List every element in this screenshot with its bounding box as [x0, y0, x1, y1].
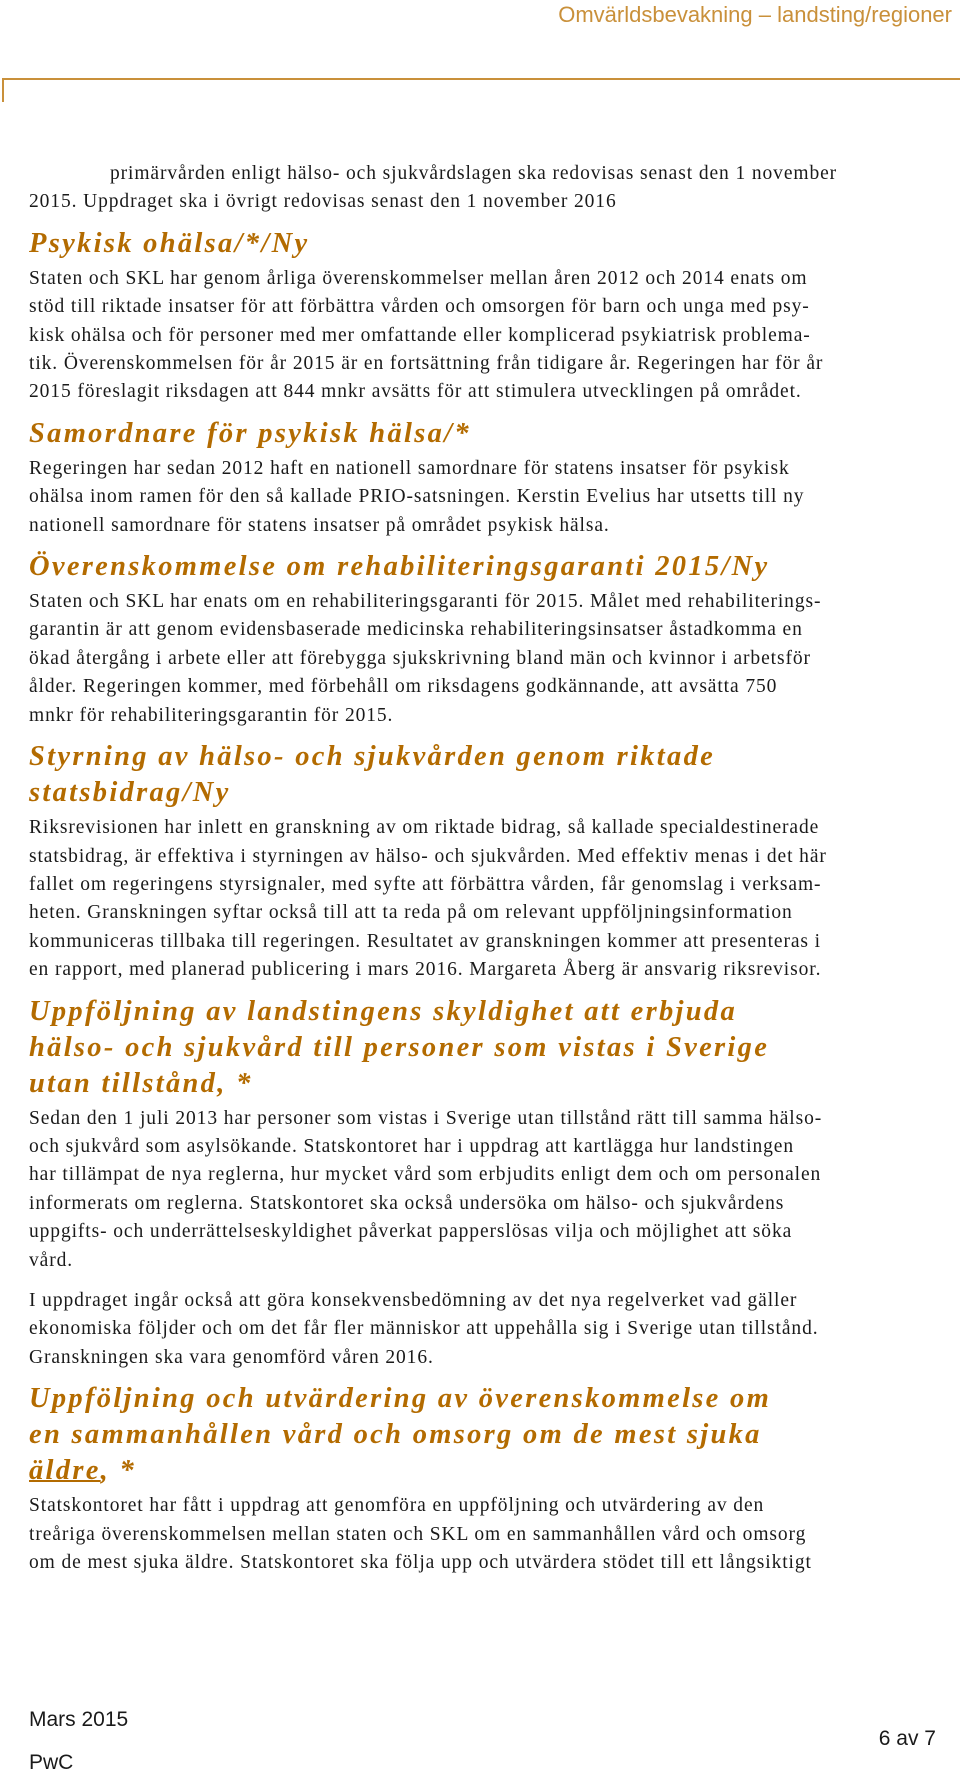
body-text-line: statsbidrag, är effektiva i styrningen av hälso- och sjukvården. Med effektiv menas i det här [29, 845, 827, 867]
section-heading: Samordnare för psykisk hälsa/* [29, 417, 471, 449]
body-text-line: har tillämpat de nya reglerna, hur mycket vård som erbjudits enligt dem och om personalen [29, 1164, 822, 1186]
heading-suffix: , * [100, 1455, 137, 1487]
body-text-line: 2015 föreslagit riksdagen att 844 mnkr avsätts för att stimulera utvecklingen på området. [29, 381, 802, 403]
section-heading: Styrning av hälso- och sjukvården genom riktade [29, 741, 716, 773]
section-heading: Uppföljning och utvärdering av överenskommelse om [29, 1383, 772, 1415]
running-header: Omvärldsbevakning – landsting/regioner [558, 2, 952, 27]
body-text-line: stöd till riktade insatser för att förbättra vården och omsorgen för barn och unga med psy- [29, 296, 810, 318]
section-heading: utan tillstånd, * [29, 1067, 253, 1099]
intro-line-2: 2015. Uppdraget ska i övrigt redovisas senast den 1 november 2016 [29, 191, 617, 213]
body-text-line: Staten och SKL har genom årliga överenskommelser mellan åren 2012 och 2014 enats om [29, 267, 808, 289]
body-text-line: om de mest sjuka äldre. Statskontoret ska följa upp och utvärdera stödet till ett långsiktigt [29, 1552, 812, 1573]
body-text-line: ekonomiska följder och om det får fler människor att uppehålla sig i Sverige utan tillstånd. [29, 1318, 819, 1340]
footer-date: Mars 2015 [29, 1708, 129, 1731]
body-text-line: heten. Granskningen syftar också till att ta reda på om relevant uppföljningsinformation [29, 902, 793, 924]
header-rule-vertical [2, 78, 4, 102]
header-rule-horizontal [2, 78, 960, 80]
body-text-line: ålder. Regeringen kommer, med förbehåll om riksdagens godkännande, att avsätta 750 [29, 676, 778, 698]
body-text-line: I uppdraget ingår också att göra konsekvensbedömning av det nya regelverket vad gäller [29, 1289, 798, 1311]
body-text-line: och sjukvård som asylsökande. Statskontoret har i uppdrag att kartlägga hur landstingen [29, 1135, 794, 1157]
body-text-line: mnkr för rehabiliteringsgarantin för 2015. [29, 704, 394, 726]
header-rule [0, 78, 960, 102]
body-text-line: Riksrevisionen har inlett en granskning av om riktade bidrag, så kallade specialdestinerade [29, 817, 820, 839]
body-text-line: ökad återgång i arbete eller att förebygga sjukskrivning bland män och kvinnor i arbetsför [29, 647, 811, 669]
body-text-line: en rapport, med planerad publicering i mars 2016. Margareta Åberg är ansvarig riksrevisor. [29, 959, 822, 981]
section-heading: Psykisk ohälsa/*/Ny [29, 227, 310, 259]
body-text-line: fallet om regeringens styrsignaler, med syfte att förbättra vården, får genomslag i verksam- [29, 873, 822, 895]
body-text-line: Staten och SKL har enats om en rehabiliteringsgaranti för 2015. Målet med rehabiliterings- [29, 591, 822, 613]
body-text-line: Granskningen ska vara genomförd våren 2016. [29, 1346, 434, 1368]
body-text-line: kisk ohälsa och för personer med mer omfattande eller komplicerad psykiatrisk problema- [29, 324, 811, 346]
section-heading: statsbidrag/Ny [29, 777, 231, 809]
body-text-line: treåriga överenskommelsen mellan staten och SKL om en sammanhållen vård och omsorg [29, 1523, 807, 1545]
body-text-line: informerats om reglerna. Statskontoret ska också undersöka om hälso- och sjukvårdens [29, 1192, 785, 1214]
footer-company: PwC [29, 1751, 74, 1774]
body-text-line: tik. Överenskommelsen för år 2015 är en fortsättning från tidigare år. Regeringen har för år [29, 353, 824, 375]
body-text-line: ohälsa inom ramen för den så kallade PRIO-satsningen. Kerstin Evelius har utsetts till ny [29, 486, 805, 508]
body-text-line: Regeringen har sedan 2012 haft en nationell samordnare för statens insatser för psykisk [29, 457, 790, 479]
body-text-line: Sedan den 1 juli 2013 har personer som vistas i Sverige utan tillstånd rätt till samma hälso- [29, 1107, 823, 1129]
document-body [29, 160, 949, 1577]
footer-page-number: 6 av 7 [878, 1727, 936, 1750]
section-heading: hälso- och sjukvård till personer som vistas i Sverige [29, 1031, 770, 1063]
heading-link-text: äldre [29, 1455, 101, 1487]
section-heading: Uppföljning av landstingens skyldighet att erbjuda [29, 995, 738, 1027]
body-text-line: nationell samordnare för statens insatser på området psykisk hälsa. [29, 514, 610, 536]
body-text-line: garantin är att genom evidensbaserade medicinska rehabiliteringsinsatser åstadkomma en [29, 619, 803, 641]
section-heading [29, 1453, 949, 1489]
body-text-line: uppgifts- och underrättelseskyldighet påverkat papperslösas vilja och möjlighet att söka [29, 1221, 793, 1243]
intro-line-1: primärvården enligt hälso- och sjukvårdslagen ska redovisas senast den 1 november [110, 163, 838, 184]
body-text-line: Statskontoret har fått i uppdrag att genomföra en uppföljning och utvärdering av den [29, 1495, 765, 1517]
body-text-line: kommuniceras tillbaka till regeringen. Resultatet av granskningen kommer att presenteras i [29, 930, 821, 952]
section-heading: Överenskommelse om rehabiliteringsgaranti 2015/Ny [29, 551, 770, 583]
body-text-line: vård. [29, 1249, 74, 1271]
section-heading: en sammanhållen vård och omsorg om de mest sjuka [29, 1419, 762, 1451]
